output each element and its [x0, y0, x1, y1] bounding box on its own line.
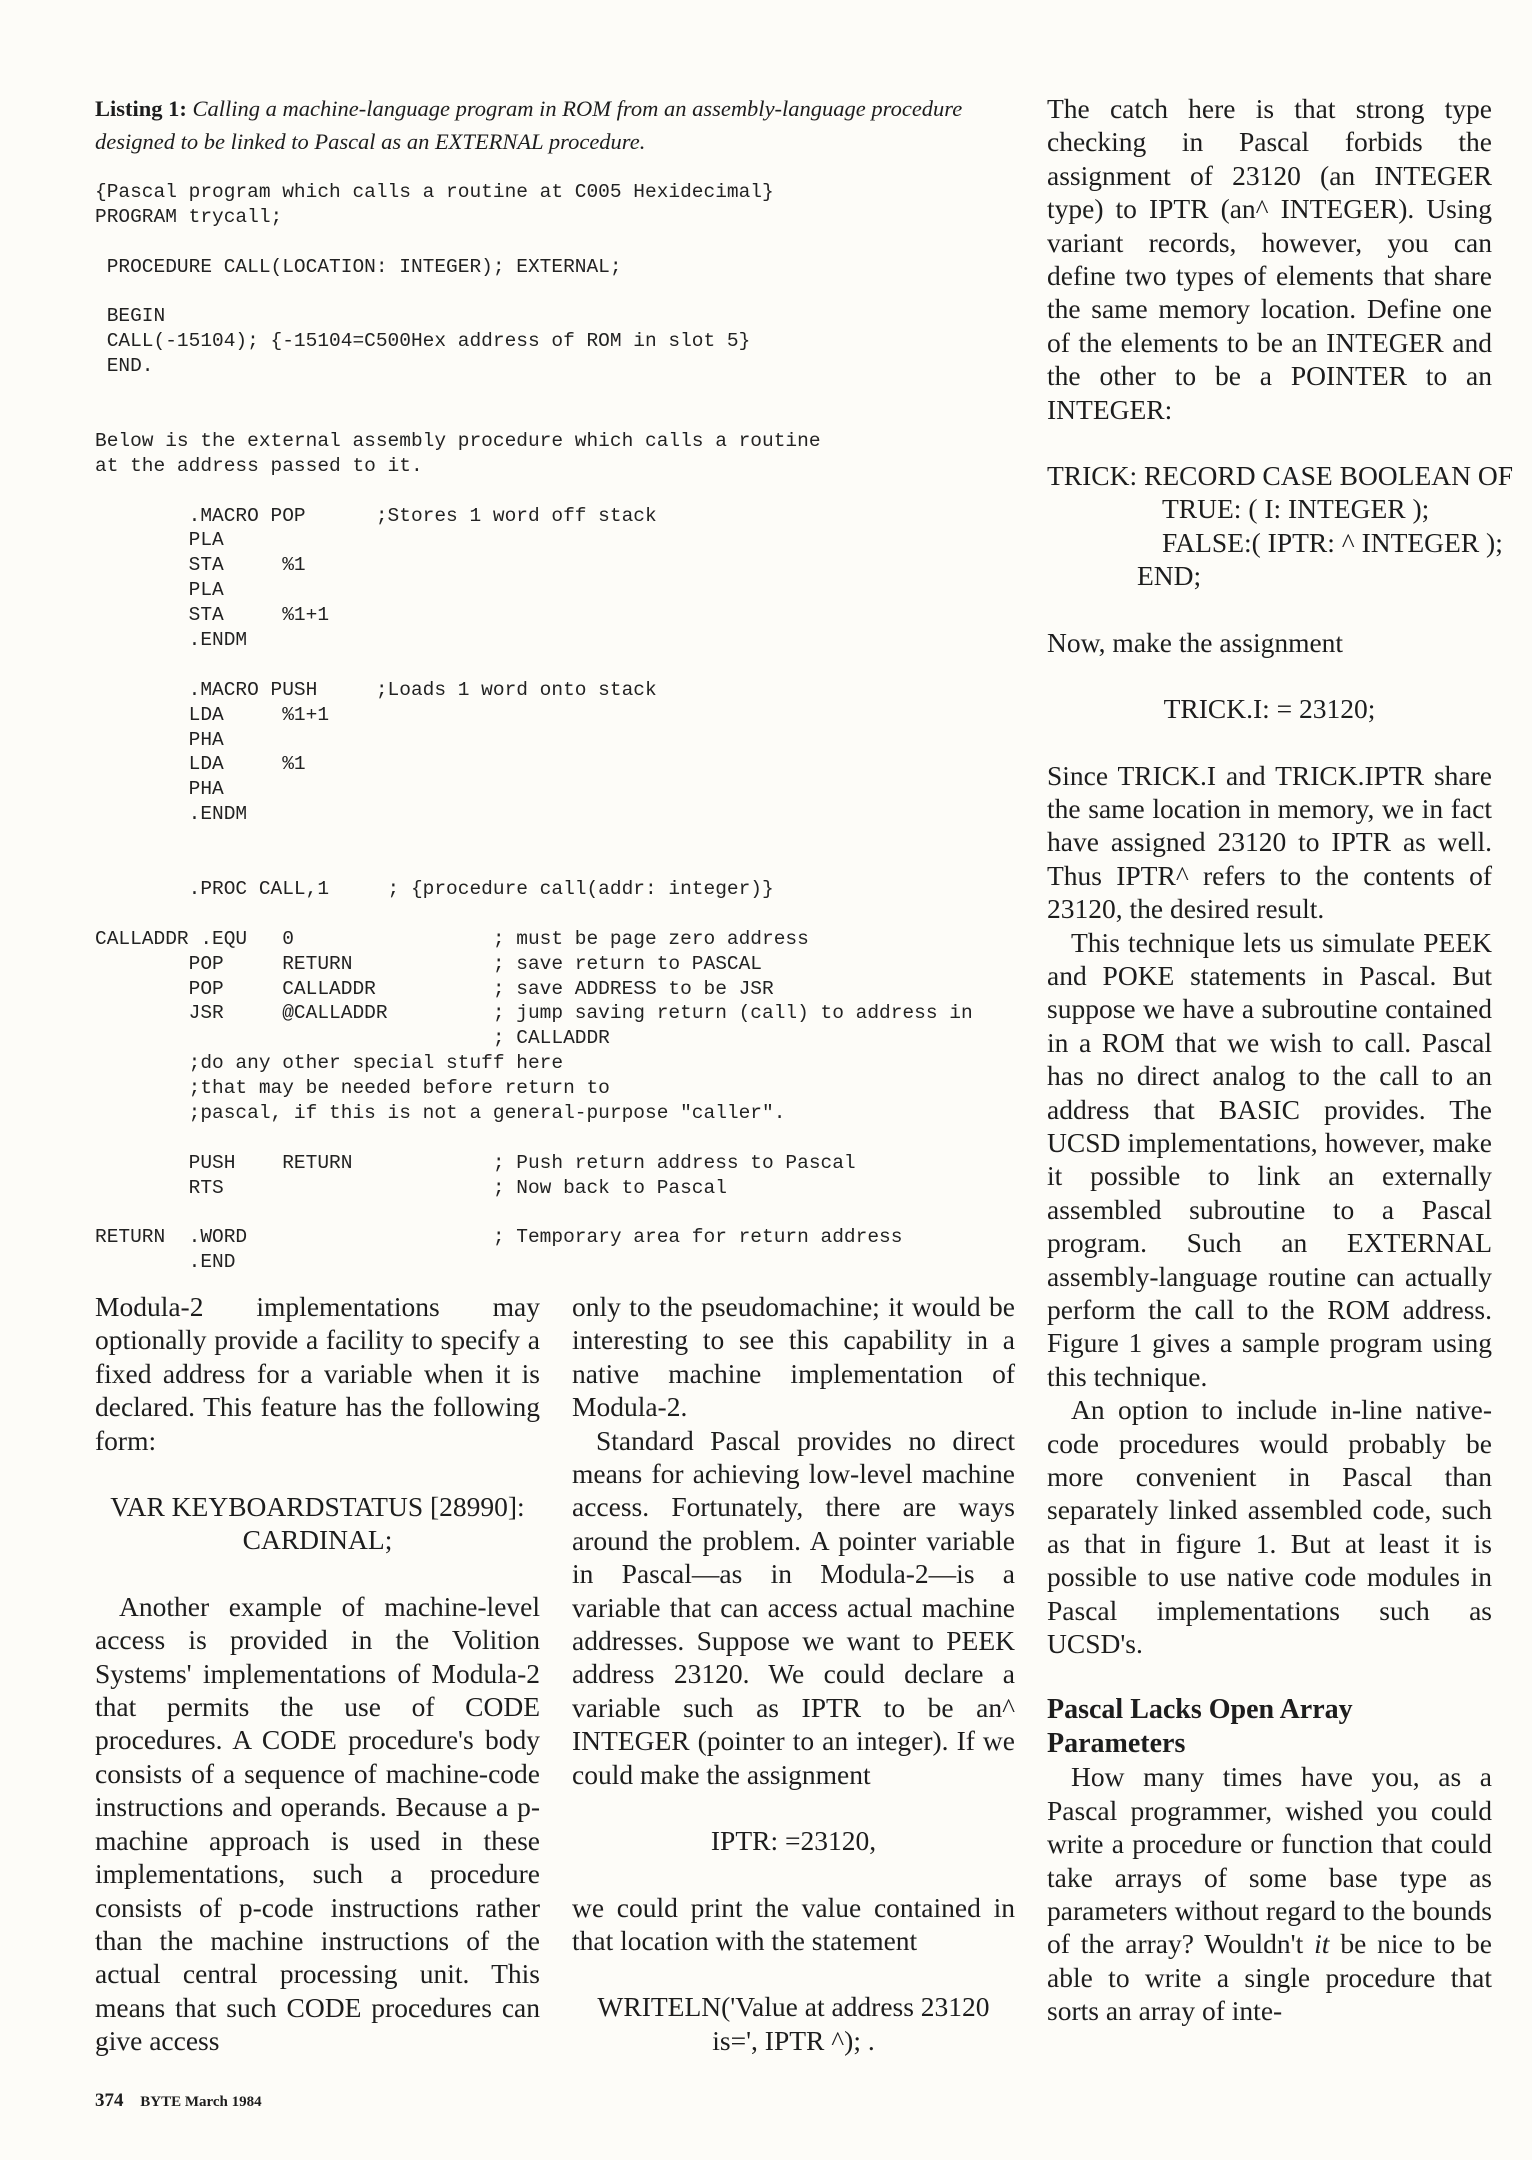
code-line: Below is the external assembly procedure which calls a routine	[95, 429, 821, 452]
section-heading: Pascal Lacks Open Array Parameters	[1047, 1694, 1353, 1759]
code-line	[95, 479, 1035, 504]
code-line: JSR @CALLADDR ; jump saving return (call) to address in	[95, 1002, 973, 1025]
code-line: POP RETURN ; save return to PASCAL	[95, 952, 763, 975]
column-left	[95, 1290, 540, 2058]
code-line: ;pascal, if this is not a general-purpose "caller".	[95, 1101, 786, 1124]
emphasis-text: it	[1314, 1928, 1330, 1960]
code-line	[95, 653, 1035, 678]
code-line: .ENDM	[95, 803, 248, 826]
publication-name: BYTE March 1984	[140, 2094, 262, 2110]
code-line: PLA	[95, 529, 224, 552]
paragraph: Modula-2 implementations may optionally provide a facility to specify a fixed address for a variable when it is declared. This feature has the following form:	[95, 1291, 540, 1456]
paragraph: we could print the value contained in that location with the statement	[572, 1891, 1015, 1956]
listing-caption	[95, 92, 1015, 158]
code-line: ;that may be needed before return to	[95, 1077, 610, 1100]
paragraph	[1047, 1760, 1492, 2027]
code-line	[95, 827, 1035, 852]
code-line: STA %1	[95, 554, 306, 577]
code-line: PROGRAM trycall;	[95, 205, 283, 228]
page-footer	[95, 2090, 262, 2112]
code-line: PROCEDURE CALL(LOCATION: INTEGER); EXTERNAL;	[95, 255, 622, 278]
column-middle	[572, 1290, 1015, 2057]
code-line: PHA	[95, 778, 224, 801]
code-snippet: TRUE: ( I: INTEGER );	[1162, 493, 1430, 525]
code-snippet: is=', IPTR ^); .	[712, 2024, 875, 2056]
paragraph: This technique lets us simulate PEEK and POKE statements in Pascal. But suppose we have a subroutine contained in a ROM that we wish to call. Pascal has no direct analog to the call to an address that BASIC provides. The UCSD implementations, however, make it possible to link an externally assembled subroutine to a Pascal program. Such an EXTERNAL assembly-language routine can actually perform the call to the ROM address. Figure 1 gives a sample program using this technique.	[1047, 926, 1492, 1392]
code-line: LDA %1+1	[95, 703, 330, 726]
paragraph: Another example of machine-level access is provided in the Volition Systems' implementations of Modula-2 that permits the use of CODE procedures. A CODE procedure's body consists of a sequence of machine-code instructions and operands. Because a p-machine approach is used in these implementations, such a procedure consists of p-code instructions rather than the machine instructions of the actual central processing unit. This means that such CODE procedures can give access	[95, 1590, 540, 2057]
code-line: .MACRO PUSH ;Loads 1 word onto stack	[95, 678, 657, 701]
code-snippet: CARDINAL;	[242, 1524, 393, 1556]
code-line: .MACRO POP ;Stores 1 word off stack	[95, 504, 657, 527]
code-line: RETURN .WORD ; Temporary area for return address	[95, 1226, 903, 1249]
code-line	[95, 1201, 1035, 1226]
listing-caption-text: Calling a machine-language program in ROM from an assembly-language procedure designed to be linked to Pascal as an EXTERNAL procedure.	[95, 96, 963, 154]
paragraph: Since TRICK.I and TRICK.IPTR share the same location in memory, we in fact have assigned 23120 to IPTR as well. Thus IPTR^ refers to the contents of 23120, the desired result.	[1047, 759, 1492, 925]
listing-label: Listing 1:	[95, 96, 187, 121]
code-line: PLA	[95, 579, 224, 602]
paragraph: The catch here is that strong type checking in Pascal forbids the assignment of 23120 (an INTEGER type) to IPTR (an^ INTEGER). Using variant records, however, you can define two types of elements that share the same memory location. Define one of the elements to be an INTEGER and the other to be a POINTER to an INTEGER:	[1047, 93, 1492, 425]
code-line: PHA	[95, 728, 224, 751]
code-line: PUSH RETURN ; Push return address to Pascal	[95, 1151, 856, 1174]
code-snippet: WRITELN('Value at address 23120	[597, 1991, 990, 2023]
code-line: END.	[95, 355, 154, 378]
paragraph: Standard Pascal provides no direct means for achieving low-level machine access. Fortunately, there are ways around the problem. A pointer variable in Pascal—as in Modula-2—is a variable that can access actual machine addresses. Suppose we want to PEEK address 23120. We could declare a variable such as IPTR to be an^ INTEGER (pointer to an integer). If we could make the assignment	[572, 1424, 1015, 1790]
paragraph-text: be nice to be able to write a single procedure that sorts an array of inte-	[1047, 1928, 1493, 2027]
code-line: ;do any other special stuff here	[95, 1052, 564, 1075]
code-snippet: TRICK.I: = 23120;	[1163, 693, 1376, 725]
code-line: CALLADDR .EQU 0 ; must be page zero address	[95, 927, 809, 950]
code-line	[95, 230, 1035, 255]
code-snippet: VAR KEYBOARDSTATUS [28990]:	[110, 1491, 525, 1523]
code-line	[95, 902, 1035, 927]
code-line: CALL(-15104); {-15104=C500Hex address of ROM in slot 5}	[95, 330, 751, 353]
code-line: at the address passed to it.	[95, 454, 423, 477]
code-line: STA %1+1	[95, 604, 330, 627]
paragraph: Now, make the assignment	[1047, 626, 1344, 658]
code-snippet: END;	[1137, 560, 1202, 592]
code-line	[95, 280, 1035, 305]
code-line	[95, 404, 1035, 429]
paragraph: only to the pseudomachine; it would be interesting to see this capability in a native machine implementation of Modula-2.	[572, 1291, 1015, 1423]
paragraph-text: How many times have you, as a Pascal programmer, wished you could write a procedure or function that could take arrays of some base type as parameters without regard to the bounds of the array? Wouldn't	[1047, 1761, 1492, 1960]
code-line: .END	[95, 1251, 236, 1274]
page-number: 374	[95, 2090, 124, 2111]
code-line	[95, 1126, 1035, 1151]
code-line: BEGIN	[95, 305, 166, 328]
code-line: POP CALLADDR ; save ADDRESS to be JSR	[95, 977, 774, 1000]
code-line: LDA %1	[95, 753, 306, 776]
code-line: ; CALLADDR	[95, 1027, 610, 1050]
code-line: .PROC CALL,1 ; {procedure call(addr: integer)}	[95, 877, 774, 900]
code-snippet: TRICK: RECORD CASE BOOLEAN OF	[1047, 460, 1514, 492]
column-right	[1047, 92, 1514, 2028]
code-snippet: FALSE:( IPTR: ^ INTEGER );	[1162, 526, 1503, 558]
paragraph: An option to include in-line native-code procedures would probably be more convenient in Pascal than separately linked assembled code, such as that in figure 1. But at least it is possible to use native code modules in Pascal implementations such as UCSD's.	[1047, 1394, 1492, 1660]
code-line	[95, 379, 1035, 404]
code-line: .ENDM	[95, 629, 248, 652]
code-line: {Pascal program which calls a routine at C005 Hexidecimal}	[95, 181, 774, 203]
code-snippet: IPTR: =23120,	[710, 1825, 877, 1857]
code-listing	[95, 180, 1035, 1275]
code-line: RTS ; Now back to Pascal	[95, 1176, 727, 1199]
code-line	[95, 852, 1035, 877]
